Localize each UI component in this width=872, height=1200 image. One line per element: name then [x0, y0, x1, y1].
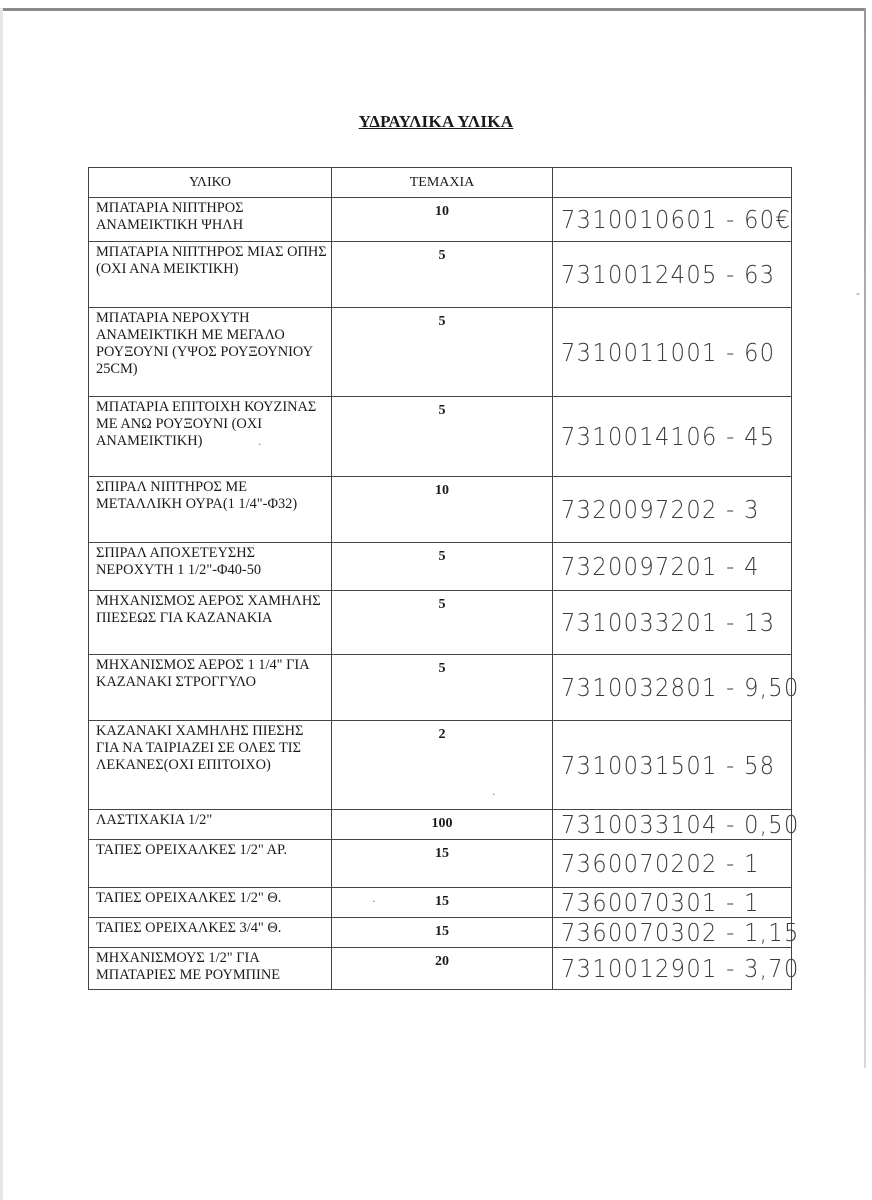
item-cell: ΜΠΑΤΑΡΙΑ ΝΕΡΟΧΥΤΗ ΑΝΑΜΕΙΚΤΙΚΗ ΜΕ ΜΕΓΑΛΟ ΡΟΥΞΟΥΝΙ (ΥΨΟΣ ΡΟΥΞΟΥΝΙΟΥ 25CM) — [89, 308, 332, 397]
quantity-cell: 15 — [332, 918, 553, 948]
quantity-cell: 20 — [332, 948, 553, 990]
table-row — [89, 918, 792, 948]
table-row — [89, 888, 792, 918]
table-row — [89, 655, 792, 721]
code-price-cell — [553, 198, 792, 242]
quantity-cell: 5 — [332, 543, 553, 591]
item-cell: ΤΑΠΕΣ ΟΡΕΙΧΑΛΚΕΣ 1/2" Θ. — [89, 888, 332, 918]
item-cell: ΚΑΖΑΝΑΚΙ ΧΑΜΗΛΗΣ ΠΙΕΣΗΣ ΓΙΑ ΝΑ ΤΑΙΡΙΑΖΕΙ ΣΕ ΟΛΕΣ ΤΙΣ ΛΕΚΑΝΕΣ(ΟΧΙ ΕΠΙΤΟΙΧΟ) — [89, 721, 332, 810]
code-price-cell — [553, 888, 792, 918]
item-cell: ΜΠΑΤΑΡΙΑ ΕΠΙΤΟΙΧΗ ΚΟΥΖΙΝΑΣ ΜΕ ΑΝΩ ΡΟΥΞΟΥΝΙ (ΟΧΙ ΑΝΑΜΕΙΚΤΙΚΗ) — [89, 397, 332, 477]
quantity-cell: 5 — [332, 397, 553, 477]
table-row — [89, 477, 792, 543]
item-cell: ΜΗΧΑΝΙΣΜΟΣ ΑΕΡΟΣ 1 1/4" ΓΙΑ ΚΑΖΑΝΑΚΙ ΣΤΡΟΓΓΥΛΟ — [89, 655, 332, 721]
stray-pen-mark: · — [258, 438, 262, 451]
stray-pen-mark: · — [492, 788, 496, 801]
item-cell: ΣΠΙΡΑΛ ΑΠΟΧΕΤΕΥΣΗΣ ΝΕΡΟΧΥΤΗ 1 1/2"-Φ40-50 — [89, 543, 332, 591]
code-price-cell — [553, 655, 800, 721]
item-cell: ΤΑΠΕΣ ΟΡΕΙΧΑΛΚΕΣ 1/2" ΑΡ. — [89, 840, 332, 888]
handwritten-code-price: 7310012405 - 63 — [561, 260, 776, 289]
item-cell: ΛΑΣΤΙΧΑΚΙΑ 1/2" — [89, 810, 332, 840]
table-row — [89, 242, 792, 308]
scan-edge-top — [0, 8, 865, 11]
code-price-cell — [553, 810, 800, 840]
quantity-cell: 15 — [332, 888, 553, 918]
table-row — [89, 591, 792, 655]
table-header-row — [89, 168, 792, 198]
stray-pen-mark: · — [372, 895, 376, 908]
handwritten-code-price: 7320097202 - 3 — [561, 495, 760, 524]
item-cell: ΜΠΑΤΑΡΙΑ ΝΙΠΤΗΡΟΣ ΑΝΑΜΕΙΚΤΙΚΗ ΨΗΛΗ — [89, 198, 332, 242]
table-row — [89, 198, 792, 242]
scan-edge-left — [0, 8, 3, 1200]
quantity-cell: 5 — [332, 308, 553, 397]
table-row — [89, 948, 792, 990]
handwritten-code-price: 7320097201 - 4 — [561, 552, 760, 581]
column-header-code-price — [553, 168, 792, 198]
item-cell: ΣΠΙΡΑΛ ΝΙΠΤΗΡΟΣ ΜΕ ΜΕΤΑΛΛΙΚΗ ΟΥΡΑ(1 1/4"-Φ32) — [89, 477, 332, 543]
code-price-cell — [553, 308, 792, 397]
handwritten-code-price: 7310032801 - 9,50 — [561, 673, 800, 702]
handwritten-code-price: 7310033104 - 0,50 — [561, 810, 800, 839]
code-price-cell — [553, 948, 800, 990]
code-price-cell — [553, 477, 792, 543]
handwritten-code-price: 7310014106 - 45 — [561, 422, 776, 451]
code-price-cell — [553, 242, 792, 308]
handwritten-code-price: 7360070302 - 1,15 — [561, 918, 800, 947]
quantity-cell: 5 — [332, 242, 553, 308]
handwritten-code-price: 7360070301 - 1 — [561, 888, 760, 917]
handwritten-code-price: 7310033201 - 13 — [561, 608, 776, 637]
handwritten-code-price: 7310031501 - 58 — [561, 750, 776, 780]
handwritten-code-price: 7310010601 - 60€ — [561, 205, 792, 234]
table-row — [89, 543, 792, 591]
item-cell: ΤΑΠΕΣ ΟΡΕΙΧΑΛΚΕΣ 3/4" Θ. — [89, 918, 332, 948]
code-price-cell — [553, 721, 792, 810]
handwritten-code-price: 7360070202 - 1 — [561, 849, 760, 878]
quantity-cell: 5 — [332, 591, 553, 655]
code-price-cell — [553, 918, 800, 948]
stray-pen-mark: - — [856, 287, 860, 300]
table-row — [89, 810, 792, 840]
table-row — [89, 721, 792, 810]
code-price-cell — [553, 397, 792, 477]
handwritten-code-price: 7310012901 - 3,70 — [561, 954, 800, 983]
quantity-cell: 100 — [332, 810, 553, 840]
quantity-cell: 2 — [332, 721, 553, 810]
quantity-cell: 10 — [332, 198, 553, 242]
quantity-cell: 10 — [332, 477, 553, 543]
page-title: ΥΔΡΑΥΛΙΚΑ ΥΛΙΚΑ — [358, 112, 514, 131]
quantity-cell: 15 — [332, 840, 553, 888]
materials-table — [88, 167, 800, 990]
table-row — [89, 308, 792, 397]
item-cell: ΜΠΑΤΑΡΙΑ ΝΙΠΤΗΡΟΣ ΜΙΑΣ ΟΠΗΣ (ΟΧΙ ΑΝΑ ΜΕΙΚΤΙΚΗ) — [89, 242, 332, 308]
code-price-cell — [553, 840, 792, 888]
item-cell: ΜΗΧΑΝΙΣΜΟΥΣ 1/2" ΓΙΑ ΜΠΑΤΑΡΙΕΣ ΜΕ ΡΟΥΜΠΙΝΕ — [89, 948, 332, 990]
scan-edge-right — [864, 8, 866, 1068]
table-row — [89, 397, 792, 477]
item-cell: ΜΗΧΑΝΙΣΜΟΣ ΑΕΡΟΣ ΧΑΜΗΛΗΣ ΠΙΕΣΕΩΣ ΓΙΑ ΚΑΖΑΝΑΚΙΑ — [89, 591, 332, 655]
column-header-item: ΥΛΙΚΟ — [89, 168, 332, 198]
column-header-quantity: ΤΕΜΑΧΙΑ — [332, 168, 553, 198]
quantity-cell: 5 — [332, 655, 553, 721]
table-row — [89, 840, 792, 888]
handwritten-code-price: 7310011001 - 60 — [561, 337, 776, 367]
code-price-cell — [553, 543, 792, 591]
code-price-cell — [553, 591, 792, 655]
